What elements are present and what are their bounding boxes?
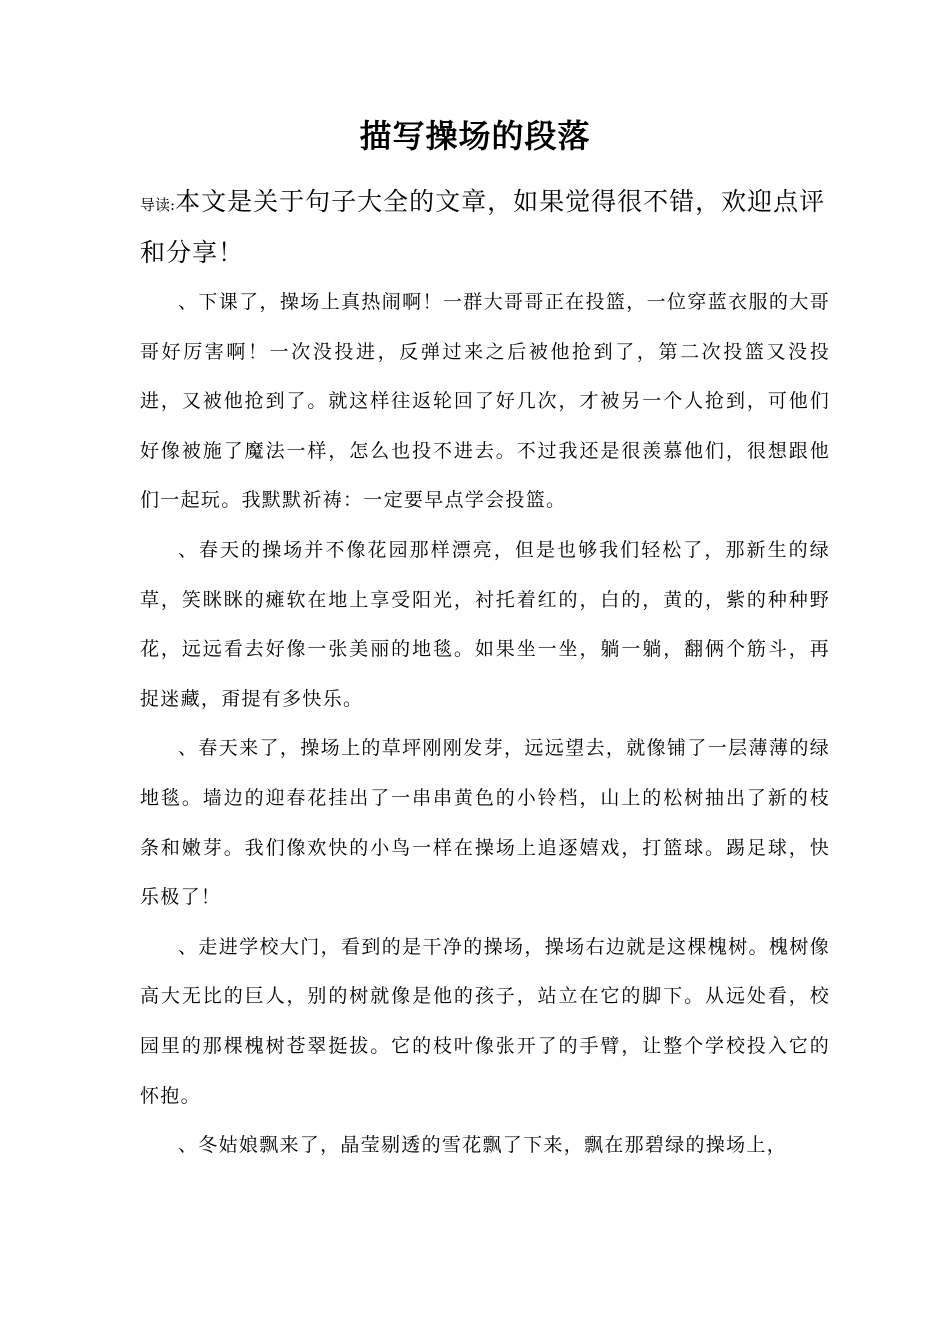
document-title: 描写操场的段落 — [359, 117, 591, 155]
document-body — [140, 278, 830, 1171]
paragraph: 、冬姑娘飘来了，晶莹剔透的雪花飘了下来，飘在那碧绿的操场上， — [178, 1134, 788, 1157]
intro-label: 导读: — [140, 196, 176, 214]
paragraph: 、下课了，操场上真热闹啊！一群大哥哥正在投篮，一位穿蓝衣服的大哥哥好厉害啊！一次没投进，反弹过来之后被他抢到了，第二次投篮又没投进，又被他抢到了。就这样往返轮回了好几次，才被另一个人抢到，可他们好像被施了魔法一样，怎么也投不进去。不过我还是很羡慕他们，很想跟他们一起玩。我默默祈祷：一定要早点学会投篮。 — [140, 291, 830, 512]
paragraph: 、走进学校大门，看到的是干净的操场，操场右边就是这棵槐树。槐树像高大无比的巨人，别的树就像是他的孩子，站立在它的脚下。从远处看，校园里的那棵槐树苍翠挺拔。它的枝叶像张开了的手臂，让整个学校投入它的怀抱。 — [140, 935, 830, 1107]
paragraph: 、春天的操场并不像花园那样漂亮，但是也够我们轻松了，那新生的绿草，笑眯眯的瘫软在地上享受阳光，衬托着红的，白的，黄的，紫的种种野花，远远看去好像一张美丽的地毯。如果坐一坐，躺一躺，翻俩个筋斗，再捉迷藏，甭提有多快乐。 — [140, 538, 830, 710]
intro-text: 本文是关于句子大全的文章，如果觉得很不错，欢迎点评和分享！ — [140, 187, 826, 267]
intro-block — [140, 178, 830, 277]
paragraph: 、春天来了，操场上的草坪刚刚发芽，远远望去，就像铺了一层薄薄的绿地毯。墙边的迎春花挂出了一串串黄色的小铃档，山上的松树抽出了新的枝条和嫩芽。我们像欢快的小鸟一样在操场上追逐嬉戏，打篮球。踢足球，快乐极了！ — [140, 737, 830, 909]
